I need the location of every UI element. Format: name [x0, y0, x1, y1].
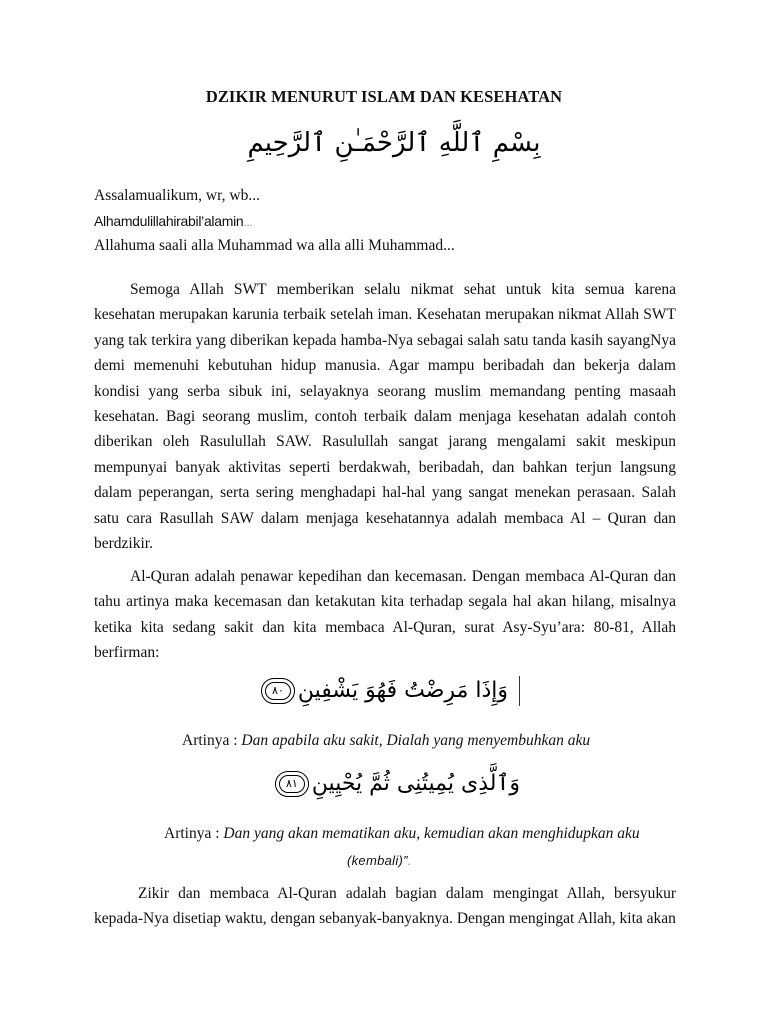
greeting-line-1: Assalamualikum, wr, wb... — [94, 187, 260, 204]
verse-81-continuation — [347, 853, 412, 868]
greeting-line-3: Allahuma saali alla Muhammad wa alla alli Muhammad... — [94, 237, 455, 254]
greeting-line-2-text: Alhamdulillahirabil’alamin — [94, 213, 244, 229]
verse-81-arabic — [285, 771, 520, 796]
greeting-line-2 — [94, 213, 253, 229]
verse-80-arabic — [272, 676, 520, 706]
verse-81-continuation-text: (kembali)” — [347, 853, 408, 868]
document-title: DZIKIR MENURUT ISLAM DAN KESEHATAN — [205, 87, 563, 106]
basmala-text: بِسْمِ ٱللَّهِ ٱلرَّحْمَـٰنِ ٱلرَّحِيمِ — [247, 128, 541, 158]
verse-81-translation — [164, 825, 640, 843]
paragraph-3: Zikir dan membaca Al-Quran adalah bagian dalam mengingat Allah, bersyukur kepada-Nya disetiap waktu, dengan sebanyak-banyaknya. Dengan mengingat Allah, kita akan — [94, 885, 676, 928]
verse-80-translation-label: Artinya : — [182, 732, 238, 749]
verse-81-translation-label: Artinya : — [164, 825, 220, 842]
verse-81-number-marker: ٨١ — [279, 775, 305, 793]
greeting-line-2-dots: ... — [243, 215, 253, 229]
verse-80-number-marker: ٨٠ — [265, 682, 291, 700]
paragraph-1: Semoga Allah SWT memberikan selalu nikmat sehat untuk kita semua karena kesehatan merupakan karunia terbaik setelah iman. Kesehatan merupakan nikmat Allah SWT yang tak terkira yang diberikan kepada hamba-Nya sebagai salah satu tanda kasih sayangNya demi memenuhi kebutuhan hidup manusia. Agar mampu beribadah dan bekerja dalam kondisi yang serba sibuk ini, selayaknya seorang muslim memandang penting masaah kesehatan. Bagi seorang muslim, contoh terbaik dalam menjaga kesehatan adalah contoh diberikan oleh Rasulullah SAW. Rasulullah sangat jarang mengalami sakit meskipun mempunyai banyak aktivitas seperti berdakwah, beribadah, dan bahkan terjun langsung dalam peperangan, serta sering menghadapi hal-hal yang sangat menekan perasaan. Salah satu cara Rasullah SAW dalam menjaga kesehatannya adalah membaca Al – Quran dan berdzikir. — [94, 281, 676, 553]
paragraph-2: Al-Quran adalah penawar kepedihan dan kecemasan. Dengan membaca Al-Quran dan tahu artinya maka kecemasan dan ketakutan kita terhadap segala hal akan hilang, misalnya ketika kita sedang sakit dan kita membaca Al-Quran, surat Asy-Syu’ara: 80-81, Allah berfirman: — [94, 568, 676, 662]
verse-80-translation-text: Dan apabila aku sakit, Dialah yang menyembuhkan aku — [241, 732, 591, 749]
verse-80-text: وَإِذَا مَرِضْتُ فَهُوَ يَشْفِينِ — [297, 678, 508, 703]
verse-81-translation-text: Dan yang akan mematikan aku, kemudian akan menghidupkan aku — [223, 825, 640, 842]
verse-81-text: وَٱلَّذِى يُمِيتُنِى ثُمَّ يُحْيِينِ — [311, 771, 520, 796]
verse-80-bar — [519, 676, 520, 706]
verse-80-translation — [182, 732, 590, 750]
verse-81-continuation-dot: . — [407, 853, 412, 868]
